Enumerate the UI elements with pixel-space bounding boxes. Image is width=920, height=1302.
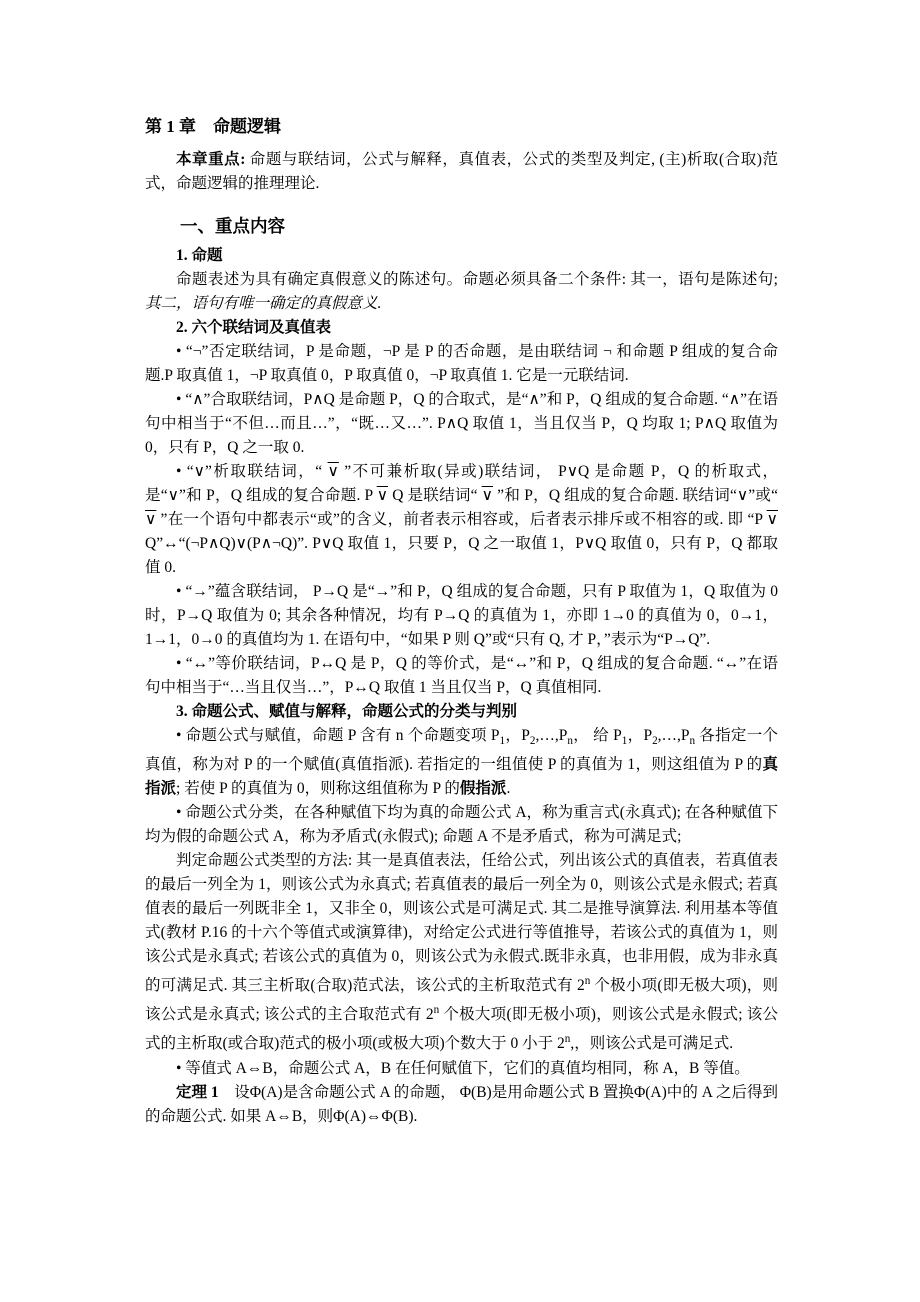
text-run: ∨ (376, 487, 389, 504)
text-run: ,…,P (535, 727, 568, 744)
text-run: 1 (499, 735, 506, 748)
bullet-assignment (145, 724, 778, 801)
text-run: . (506, 780, 511, 798)
text-run: • “→”蕴含联结词， P→Q 是“→”和 P，Q 组成的复合命题，只有 P 取值为 1，Q 取值为 0 时，P→Q 取值为 0; 其余各种情况，均有 P→Q 的真值为 1，亦即 1→0 的真值为 0，0→1，1→1，0→0 的真值均为 1. 在语句中，“如果 P 则 Q”或“只有 Q, 才 P，”表示为“P→Q”. (145, 583, 778, 648)
text-run: ; 若使 P 的真值为 0，则称这组值称为 P 的 (176, 780, 460, 798)
bullet-disjunction (145, 460, 778, 580)
text-run: • 等值式 A⇔B，命题公式 A，B 在任何赋值下，它们的真值均相同，称 A，B 等值。 (176, 1059, 750, 1077)
text-run: 2 (529, 735, 536, 748)
text-run: Q 是联结词“ (388, 487, 482, 504)
text-run: 命题与联结词，公式与解释，真值表，公式的类型及判定, (主)析取(合取)范式，命题逻辑的推理理论. (145, 151, 778, 192)
text-run: 其二，语句有唯一确定的真假意义. (145, 295, 382, 312)
text-run: n (584, 975, 591, 988)
text-run: ∨ (145, 511, 157, 528)
chapter-summary (145, 148, 778, 196)
text-run: ”和 P，Q 组成的复合命题. 联结词“∨”或“ (493, 487, 778, 504)
text-run: • “∧”合取联结词，P∧Q 是命题 P，Q 的合取式，是“∧”和 P，Q 组成的复合命题. “∧”在语句中相当于“不但…而且…”，“既…又…”. P∧Q 取值 1，当且仅当 P，Q 均取 1; P∧Q 取值为 0，只有 P，Q 之一取 0. (145, 391, 778, 456)
text-run: 真指派 (145, 756, 778, 798)
text-run: 一、重点内容 (180, 216, 285, 236)
text-run: ”在一个语句中都表示“或”的含义，前者表示相容或，后者表示排斥或不相容的或. 即 “P (156, 511, 767, 528)
text-run: 2 (652, 735, 658, 748)
text-run: 假指派 (459, 780, 507, 798)
text-run: ,，则该公式是可满足式. (570, 1035, 734, 1053)
document-body (145, 116, 778, 1129)
text-run: ， 给 P (572, 727, 622, 744)
text-run: n (689, 735, 696, 748)
text-run: 本章重点: (176, 151, 246, 168)
text-run: ，P (627, 727, 653, 744)
bullet-equivalence (145, 652, 778, 700)
bullet-classification (145, 801, 778, 849)
text-run: 个极小项(即无极大项)，则该公式是永真式; 该公式的主合取范式有 2 (145, 977, 779, 1024)
text-run: ∨ (766, 511, 778, 528)
subsection-heading-2 (145, 316, 778, 340)
text-run: n (567, 735, 573, 748)
text-run: • “↔”等价联结词，P↔Q 是 P，Q 的等价式，是“↔”和 P，Q 组成的复合命题. “↔”在语句中相当于“…当且仅当…”，P↔Q 取值 1 当且仅当 P，Q 真值相同. (145, 655, 778, 696)
text-run: 定理 1 (176, 1083, 219, 1101)
text-run: • “¬”否定联结词，P 是命题，¬P 是 P 的否命题，是由联结词 ¬ 和命题 P 组成的复合命题.P 取真值 1，¬P 取真值 0，P 取真值 0，¬P 取真值 1. 它是一元联结词. (145, 343, 778, 384)
text-run: n (564, 1033, 571, 1046)
text-run: Q”↔“(¬P∧Q)∨(P∧¬Q)”. P∨Q 取值 1，只要 P，Q 之一取值 1，P∨Q 取值 0，只有 P，Q 都取值 0. (145, 535, 778, 576)
bullet-negation (145, 340, 778, 388)
text-run: 判定命题公式类型的方法: 其一是真值表法，任给公式，列出该公式的真值表，若真值表的最后一列全为 1，则该公式为永真式; 若真值表的最后一列全为 0，则该公式是永假式; 若真值表的最后一列既非全 1，又非全 0，则该公式是可满足式. 其二是推导演算法. 利用基本等值式(教材 P.16 的十六个等值式或演算律)，对给定公式进行等值推导，若该公式的真值为 1，则该公式是永真式; 若该公式的真值为 0，则该公式为永假式.既非永真，也非用假，成为非永真的可满足式. 其三主析取(合取)范式法，该公式的主析取范式有 2 (145, 852, 778, 995)
text-run: 各指定一个真值，称为对 P 的一个赋值(真值指派). 若指定的一组值使 P 的真值为 1，则这组值为 P 的 (145, 727, 779, 774)
text-run: 个极大项(即无极小项)，则该公式是永假式; 该公式的主析取(或合取)范式的极小项(或极大项)个数大于 0 小于 2 (145, 1006, 778, 1053)
bullet-conjunction (145, 388, 778, 460)
text-run: 设Φ(A)是含命题公式 A 的命题， Φ(B)是用命题公式 B 置换Φ(A)中的 A 之后得到的命题公式. 如果 A⇔B，则Φ(A)⇔Φ(B). (145, 1083, 778, 1125)
bullet-implication (145, 580, 778, 652)
text-run: ，P (505, 727, 530, 744)
bullet-equal-value (145, 1057, 778, 1081)
text-run: • “∨”析取联结词，“ (176, 463, 328, 480)
text-run: 1. 命题 (176, 247, 223, 264)
text-run: ∨ (481, 487, 494, 504)
text-run: ,…,P (657, 727, 690, 744)
text-run: n (433, 1004, 440, 1017)
text-run: 第 1 章 命题逻辑 (145, 117, 281, 136)
subsection-heading-3 (145, 700, 778, 724)
text-run: ∨ (327, 463, 339, 480)
paragraph-proposition-def (145, 268, 778, 316)
text-run: • 命题公式分类，在各种赋值下均为真的命题公式 A，称为重言式(永真式); 在各种赋值下均为假的命题公式 A，称为矛盾式(永假式); 命题 A 不是矛盾式，称为可满足式; (145, 804, 778, 846)
paragraph-theorem-1 (145, 1081, 778, 1129)
text-run: • 命题公式与赋值，命题 P 含有 n 个命题变项 P (176, 727, 500, 744)
text-run: 命题表述为具有确定真假意义的陈述句。命题必须具备二个条件: 其一，语句是陈述句; (176, 271, 778, 288)
text-run: 1 (621, 735, 628, 748)
text-run: 2. 六个联结词及真值表 (176, 319, 332, 336)
subsection-heading-1 (145, 244, 778, 268)
text-run: 3. 命题公式、赋值与解释，命题公式的分类与判别 (176, 703, 518, 720)
text-run: ”不可兼析取(异或)联结词， P∨Q 是命题 P，Q 的析取式，是“∨”和 P，Q 组成的复合命题. P (145, 463, 778, 504)
chapter-title (145, 116, 778, 138)
paragraph-judging-methods (145, 849, 778, 1056)
section-heading-key-content (145, 214, 778, 238)
